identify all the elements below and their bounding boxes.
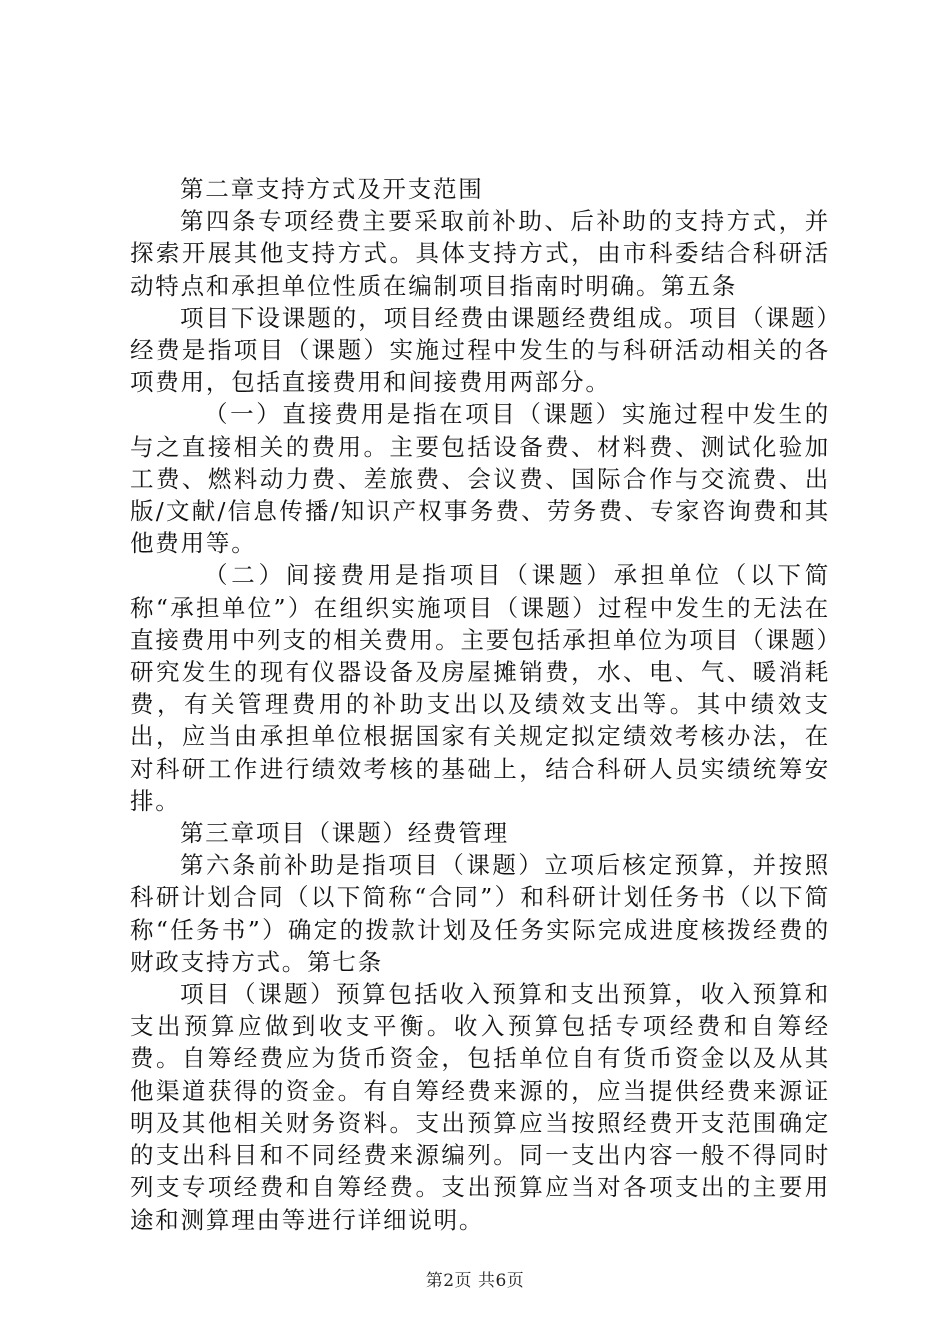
- article-paragraph: （二）间接费用是指项目（课题）承担单位（以下简称“承担单位”）在组织实施项目（课题）过程中发生的无法在直接费用中列支的相关费用。主要包括承担单位为项目（课题）研究发生的现有仪器设备及房屋摊销费，水、电、气、暖消耗费，有关管理费用的补助支出以及绩效支出等。其中绩效支出，应当由承担单位根据国家有关规定拟定绩效考核办法，在对科研工作进行绩效考核的基础上，结合科研人员实绩统筹安排。: [130, 561, 830, 815]
- chapter-heading: 第三章项目（课题）经费管理: [180, 819, 509, 848]
- chapter-heading: 第二章支持方式及开支范围: [180, 175, 484, 203]
- article-paragraph: 项目（课题）预算包括收入预算和支出预算，收入预算和支出预算应做到收支平衡。收入预算包括专项经费和自筹经费。自筹经费应为货币资金，包括单位自有货币资金以及从其他渠道获得的资金。有自筹经费来源的，应当提供经费来源证明及其他相关财务资料。支出预算应当按照经费开支范围确定的支出科目和不同经费来源编列。同一支出内容一般不得同时列支专项经费和自筹经费。支出预算应当对各项支出的主要用途和测算理由等进行详细说明。: [130, 980, 830, 1234]
- page-footer: 第2页 共6页: [425, 1271, 525, 1291]
- article-paragraph: （一）直接费用是指在项目（课题）实施过程中发生的与之直接相关的费用。主要包括设备费、材料费、测试化验加工费、燃料动力费、差旅费、会议费、国际合作与交流费、出版/文献/信息传播/知识产权事务费、劳务费、专家咨询费和其他费用等。: [130, 400, 830, 558]
- article-paragraph: 第四条专项经费主要采取前补助、后补助的支持方式，并探索开展其他支持方式。具体支持方式，由市科委结合科研活动特点和承担单位性质在编制项目指南时明确。第五条: [130, 207, 830, 300]
- document-body: [130, 173, 830, 1236]
- article-paragraph: 项目下设课题的，项目经费由课题经费组成。项目（课题）经费是指项目（课题）实施过程中发生的与科研活动相关的各项费用，包括直接费用和间接费用两部分。: [130, 303, 830, 397]
- article-paragraph: 第六条前补助是指项目（课题）立项后核定预算，并按照科研计划合同（以下简称“合同”）和科研计划任务书（以下简称“任务书”）确定的拨款计划及任务实际完成进度核拨经费的财政支持方式。第七条: [130, 851, 830, 976]
